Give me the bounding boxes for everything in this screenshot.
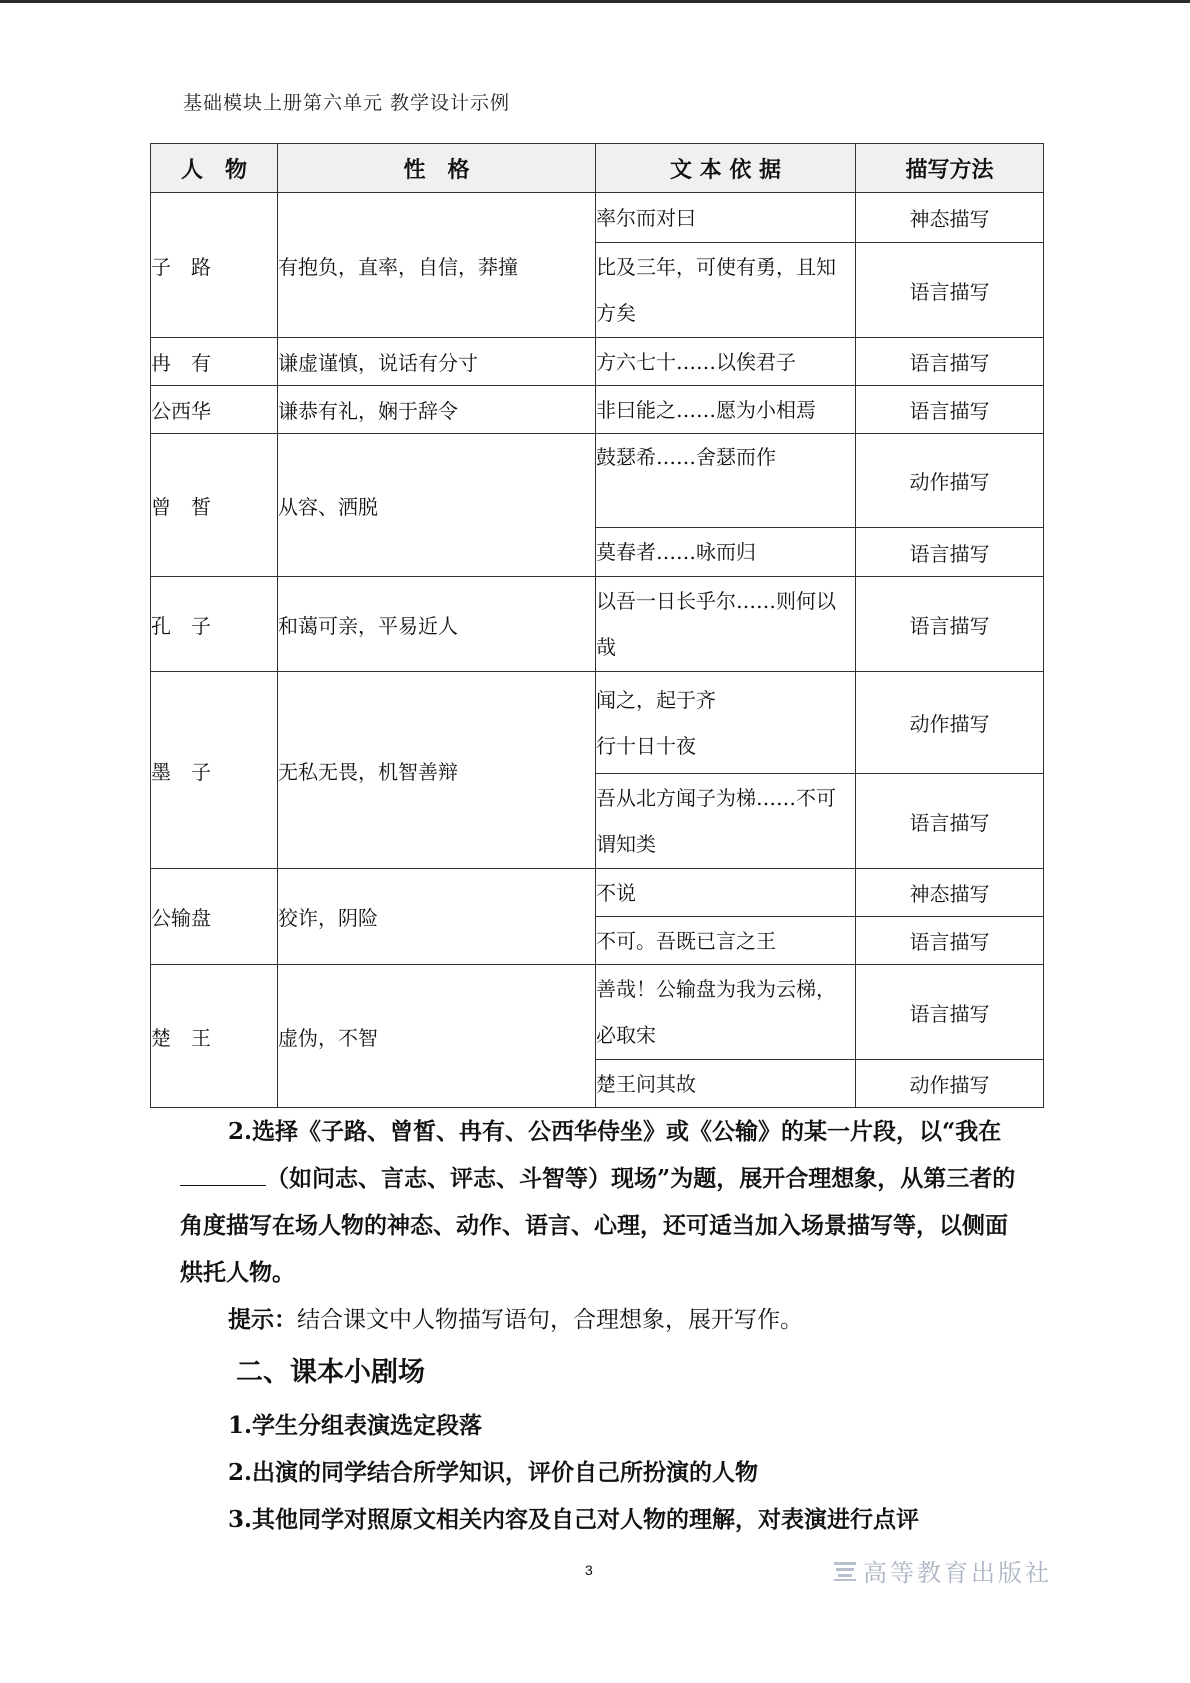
header-trait: 性 格 <box>278 144 596 193</box>
evidence-cell: 不可。吾既已言之王 <box>596 917 856 965</box>
evidence-cell: 善哉！公输盘为我为云梯，必取宋 <box>596 965 856 1060</box>
person-cell: 公输盘 <box>151 869 278 965</box>
person-cell: 子 路 <box>151 193 278 338</box>
method-cell: 语言描写 <box>856 528 1044 577</box>
method-cell: 语言描写 <box>856 577 1044 672</box>
evidence-cell: 不说 <box>596 869 856 917</box>
evidence-cell: 鼓瑟希……舍瑟而作 <box>596 434 856 528</box>
table-row <box>151 193 1044 243</box>
person-cell: 曾 皙 <box>151 434 278 577</box>
publisher-name: 高等教育出版社 <box>863 1559 1052 1587</box>
publisher-logo <box>833 1553 1052 1588</box>
trait-cell: 无私无畏，机智善辩 <box>278 672 596 869</box>
trait-cell: 虚伪，不智 <box>278 965 596 1108</box>
method-cell: 语言描写 <box>856 338 1044 386</box>
trait-cell: 谦恭有礼，娴于辞令 <box>278 386 596 434</box>
step-item: 2.出演的同学结合所学知识，评价自己所扮演的人物 <box>228 1459 759 1486</box>
step-item: 1.学生分组表演选定段落 <box>228 1412 483 1439</box>
evidence-cell: 非曰能之……愿为小相焉 <box>596 386 856 434</box>
method-cell: 动作描写 <box>856 1060 1044 1108</box>
task2-part2: （如问志、言志、评志、斗智等）现场”为题，展开合理想象，从第三者的角度描写在场人物的神态、动作、语言、心理，还可适当加入场景描写等，以侧面烘托人物。 <box>180 1165 1016 1286</box>
fill-blank <box>180 1161 266 1186</box>
page-number: 3 <box>585 1562 593 1578</box>
method-cell: 语言描写 <box>856 774 1044 869</box>
trait-cell: 和蔼可亲，平易近人 <box>278 577 596 672</box>
person-cell: 楚 王 <box>151 965 278 1108</box>
table-row <box>151 869 1044 917</box>
person-cell: 公西华 <box>151 386 278 434</box>
section-title: 二、课本小剧场 <box>236 1357 425 1388</box>
method-cell: 神态描写 <box>856 869 1044 917</box>
person-cell: 冉 有 <box>151 338 278 386</box>
evidence-cell: 闻之，起于齐 行十日十夜 <box>596 672 856 774</box>
method-cell: 动作描写 <box>856 672 1044 774</box>
task2-paragraph <box>180 1108 1030 1296</box>
evidence-cell: 方六七十……以俟君子 <box>596 338 856 386</box>
page-header: 基础模块上册第六单元 教学设计示例 <box>183 92 511 114</box>
trait-cell: 从容、洒脱 <box>278 434 596 577</box>
trait-cell: 有抱负，直率，自信，莽撞 <box>278 193 596 338</box>
header-person: 人 物 <box>151 144 278 193</box>
top-rule <box>0 0 1190 3</box>
evidence-cell: 莫春者……咏而归 <box>596 528 856 577</box>
method-cell: 语言描写 <box>856 917 1044 965</box>
method-cell: 语言描写 <box>856 386 1044 434</box>
header-method: 描写方法 <box>856 144 1044 193</box>
person-cell: 孔 子 <box>151 577 278 672</box>
evidence-cell: 比及三年，可使有勇，且知方矣 <box>596 243 856 338</box>
method-cell: 语言描写 <box>856 243 1044 338</box>
hint-line <box>228 1296 803 1344</box>
header-evidence: 文 本 依 据 <box>596 144 856 193</box>
table-row <box>151 386 1044 434</box>
person-cell: 墨 子 <box>151 672 278 869</box>
evidence-cell: 楚王问其故 <box>596 1060 856 1108</box>
table-header-row <box>151 144 1044 193</box>
table-row <box>151 434 1044 528</box>
step-item: 3.其他同学对照原文相关内容及自己对人物的理解，对表演进行点评 <box>228 1506 920 1533</box>
evidence-cell: 率尔而对曰 <box>596 193 856 243</box>
trait-cell: 狡诈，阴险 <box>278 869 596 965</box>
method-cell: 神态描写 <box>856 193 1044 243</box>
task2-part1: 2.选择《子路、曾皙、冉有、公西华侍坐》或《公输》的某一片段，以“我在 <box>228 1118 1002 1145</box>
hint-text: 结合课文中人物描写语句，合理想象，展开写作。 <box>297 1307 803 1333</box>
table-row <box>151 672 1044 774</box>
table-row <box>151 965 1044 1060</box>
publisher-emblem-icon <box>833 1560 857 1582</box>
method-cell: 语言描写 <box>856 965 1044 1060</box>
evidence-cell: 吾从北方闻子为梯……不可谓知类 <box>596 774 856 869</box>
method-cell: 动作描写 <box>856 434 1044 528</box>
trait-cell: 谦虚谨慎，说话有分寸 <box>278 338 596 386</box>
table-row <box>151 338 1044 386</box>
character-table <box>150 143 1044 1108</box>
evidence-cell: 以吾一日长乎尔……则何以哉 <box>596 577 856 672</box>
table-row <box>151 577 1044 672</box>
hint-label: 提示： <box>228 1306 297 1333</box>
